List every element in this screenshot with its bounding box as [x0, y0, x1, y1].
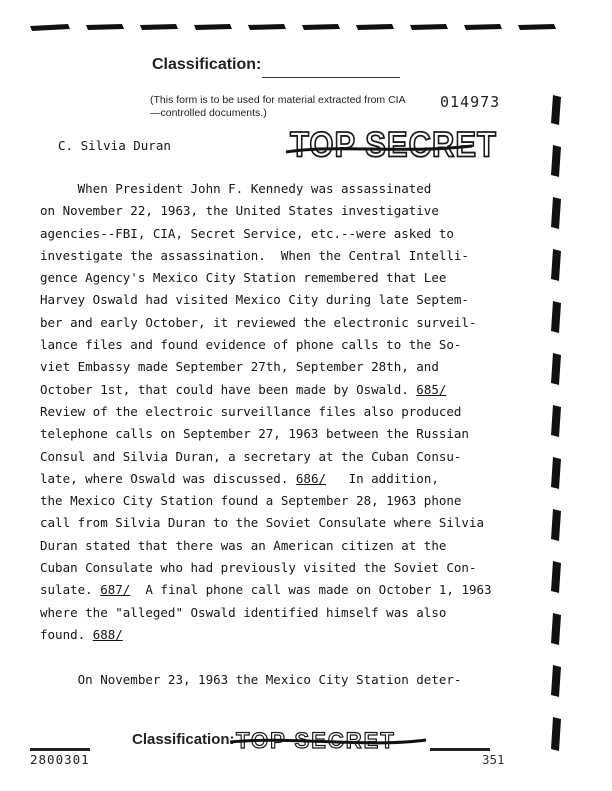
- body-line-text: In addition,: [326, 470, 439, 486]
- body-line-with-ref: [40, 579, 492, 601]
- body-line: Review of the electroic surveillance files also produced: [40, 403, 462, 419]
- body-text: [40, 178, 492, 691]
- body-line-text: found.: [40, 626, 86, 642]
- footnote-ref-688: 688/: [92, 626, 123, 642]
- body-line: investigate the assassination. When the Central Intelli-: [40, 247, 469, 263]
- dashed-border-top: [30, 20, 590, 36]
- body-line: call from Silvia Duran to the Soviet Consulate where Silvia: [40, 515, 485, 531]
- top-secret-stamp: TOP SECRET: [290, 124, 497, 165]
- form-note: (This form is to be used for material extracted from CIA—controlled documents.): [150, 94, 406, 119]
- body-line: the Mexico City Station found a September 28, 1963 phone: [40, 493, 462, 509]
- body-line-with-ref: [40, 379, 480, 401]
- body-line: telephone calls on September 27, 1963 between the Russian: [40, 426, 469, 442]
- body-line-text: October 1st, that could have been made by Oswald.: [40, 381, 409, 397]
- document-number: 014973: [440, 93, 501, 111]
- footnote-ref-685: 685/: [416, 381, 447, 397]
- classification-blank-line: [262, 77, 400, 78]
- body-line-blank: [40, 646, 480, 668]
- body-line: Consul and Silvia Duran, a secretary at the Cuban Consu-: [40, 448, 462, 464]
- footnote-ref-686: 686/: [295, 470, 326, 486]
- body-line: Harvey Oswald had visited Mexico City during late Septem-: [40, 292, 469, 308]
- footer-top-secret-stamp: TOP SECRET: [236, 728, 396, 753]
- body-line: on November 22, 1963, the United States investigative: [40, 203, 439, 219]
- body-line: Cuban Consulate who had previously visited the Soviet Con-: [40, 560, 477, 576]
- body-line: where the "alleged" Oswald identified himself was also: [40, 604, 447, 620]
- body-line: gence Agency's Mexico City Station remembered that Lee: [40, 270, 447, 286]
- dashed-border-right: [545, 95, 570, 785]
- body-line: viet Embassy made September 27th, September 28th, and: [40, 359, 439, 375]
- section-heading: C. Silvia Duran: [58, 138, 171, 153]
- body-line: ber and early October, it reviewed the electronic surveil-: [40, 314, 477, 330]
- body-line: When President John F. Kennedy was assassinated: [40, 181, 432, 196]
- body-line-with-ref: [40, 624, 480, 646]
- footer-stamp-strike-mark: [228, 732, 428, 752]
- body-line-text: late, where Oswald was discussed.: [40, 470, 289, 486]
- classification-label: Classification:: [152, 56, 262, 73]
- body-line-text: A final phone call was made on October 1, 1963: [130, 582, 492, 598]
- footnote-ref-687: 687/: [100, 582, 131, 598]
- footer-classification-label: Classification:: [132, 731, 235, 748]
- stamp-strike-mark: [284, 140, 474, 158]
- body-line: lance files and found evidence of phone calls to the So-: [40, 337, 462, 353]
- body-line: On November 23, 1963 the Mexico City Station deter-: [40, 671, 462, 687]
- body-line-text: sulate.: [40, 582, 93, 598]
- body-line: Duran stated that there was an American citizen at the: [40, 537, 447, 553]
- body-line-with-ref: [40, 468, 480, 490]
- document-id: 2800301: [30, 752, 90, 767]
- page-number: 351: [482, 752, 505, 767]
- body-line: agencies--FBI, CIA, Secret Service, etc.--were asked to: [40, 225, 454, 241]
